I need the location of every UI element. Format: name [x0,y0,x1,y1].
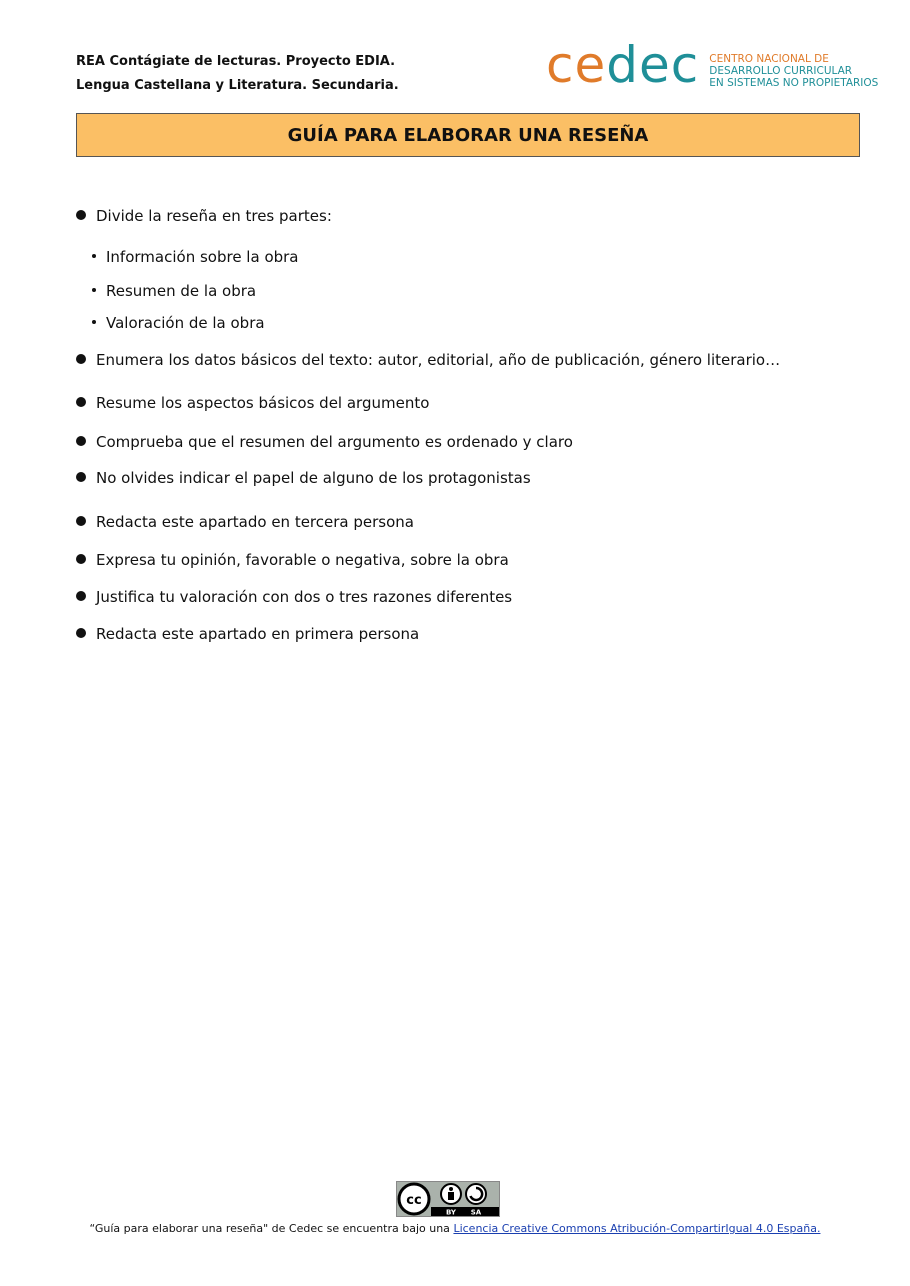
list-item: No olvides indicar el papel de alguno de los protagonistas [76,469,531,487]
list-item: Redacta este apartado en tercera persona [76,513,414,531]
svg-text:cc: cc [406,1193,422,1208]
sub-list-item: Resumen de la obra [92,282,256,300]
list-item: Justifica tu valoración con dos o tres razones diferentes [76,588,512,606]
bullet-icon [76,591,86,601]
list-item: Resume los aspectos básicos del argumento [76,394,429,412]
cc-by-label: BY [445,1208,457,1216]
header-line-project: REA Contágiate de lecturas. Proyecto EDIA. [76,54,396,69]
list-item: Enumera los datos básicos del texto: autor, editorial, año de publicación, género literario… [76,351,780,369]
sub-bullet-icon [92,320,96,324]
cedec-logo-subtitle: CENTRO NACIONAL DE DESARROLLO CURRICULAR EN SISTEMAS NO PROPIETARIOS [709,53,879,89]
bullet-icon [76,210,86,220]
bullet-icon [76,554,86,564]
list-item: Comprueba que el resumen del argumento es ordenado y claro [76,433,573,451]
sub-bullet-icon [92,288,96,292]
cedec-logo [546,36,879,94]
bullet-icon [76,516,86,526]
sub-bullet-icon [92,254,96,258]
list-item: Expresa tu opinión, favorable o negativa, sobre la obra [76,551,509,569]
list-item: Redacta este apartado en primera persona [76,625,419,643]
bullet-icon [76,628,86,638]
bullet-icon [76,472,86,482]
page-title: GUÍA PARA ELABORAR UNA RESEÑA [287,124,649,146]
bullet-icon [76,397,86,407]
license-link[interactable]: Licencia Creative Commons Atribución-CompartirIgual 4.0 España. [453,1222,821,1235]
bullet-icon [76,436,86,446]
license-footer [0,1222,910,1235]
creative-commons-by-sa-icon[interactable] [396,1181,500,1217]
sub-list-item: Información sobre la obra [92,248,299,266]
header-line-subject: Lengua Castellana y Literatura. Secundaria. [76,78,399,93]
title-banner [76,113,860,157]
license-text: “Guía para elaborar una reseña" de Cedec se encuentra bajo una [89,1222,454,1235]
document-header [76,50,399,98]
bullet-icon [76,354,86,364]
sub-list-item: Valoración de la obra [92,314,265,332]
cc-badge-graphic [397,1182,499,1216]
cc-sa-label: SA [470,1208,482,1216]
cedec-logo-word: cedec [546,36,700,94]
list-item: Divide la reseña en tres partes: [76,207,332,225]
